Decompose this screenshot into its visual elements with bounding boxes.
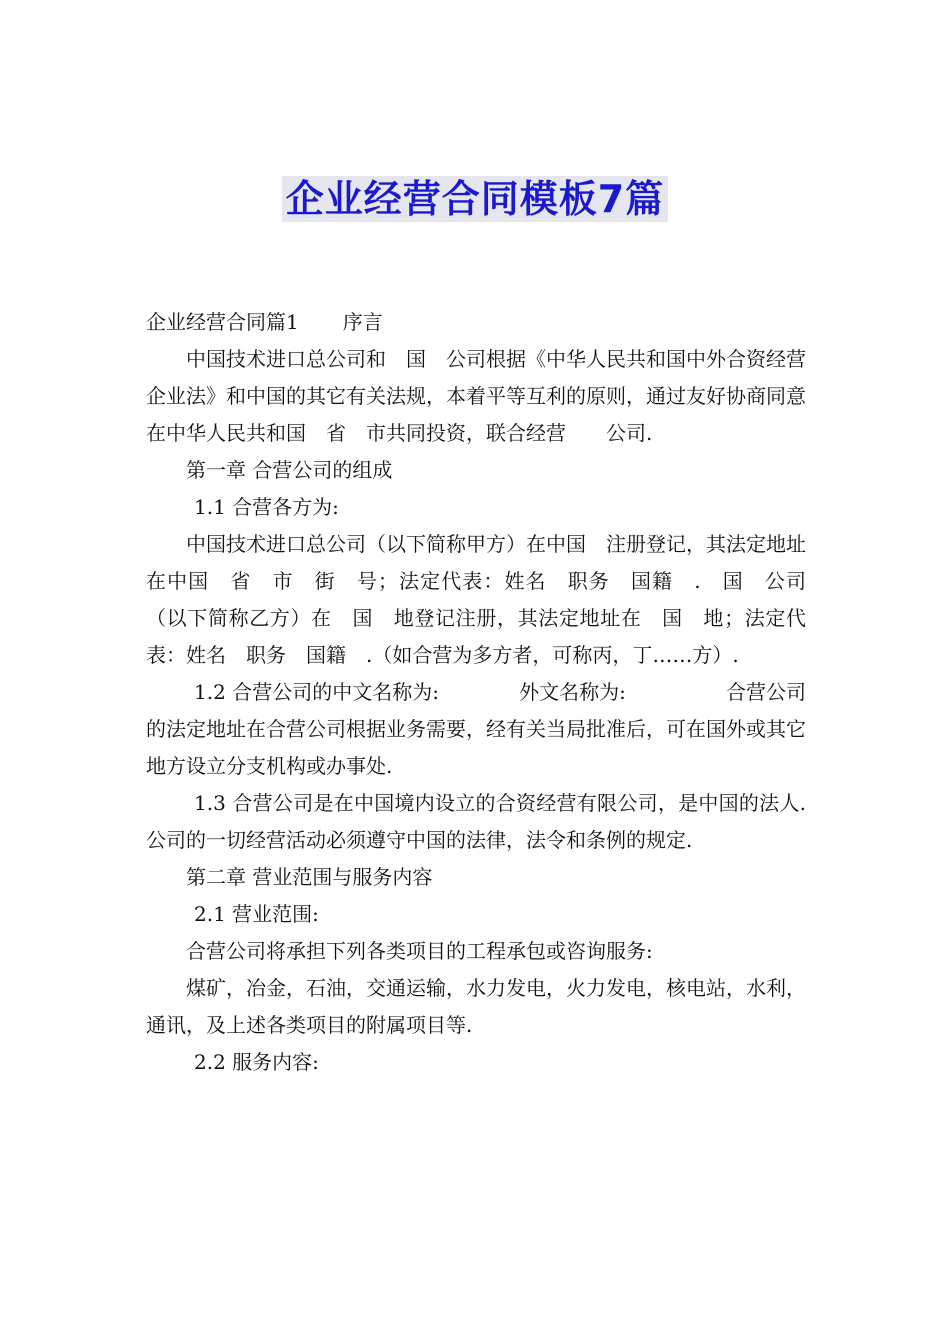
section-2-2: 2.2 服务内容: (194, 1050, 319, 1074)
heading-label: 企业经营合同篇1 (146, 310, 299, 334)
document-title: 企业经营合同模板7篇 (282, 176, 668, 222)
section-2-1: 2.1 营业范围: (194, 902, 319, 926)
title-area (0, 176, 950, 222)
document-body (146, 304, 806, 1081)
heading-section: 序言 (342, 310, 383, 334)
section-2-1-body: 合营公司将承担下列各类项目的工程承包或咨询服务: (186, 939, 653, 963)
section-1-2: 1.2 合营公司的中文名称为: 外文名称为: 合营公司的法定地址在合营公司根据业务需要，经有关当局批准后，可在国外或其它地方设立分支机构或办事处. (146, 680, 806, 778)
section-1-3: 1.3 合营公司是在中国境内设立的合资经营有限公司，是中国的法人.公司的一切经营活动必须遵守中国的法律，法令和条例的规定. (146, 791, 806, 852)
section-2-1-list: 煤矿，冶金，石油，交通运输，水力发电，火力发电，核电站，水利，通讯，及上述各类项目的附属项目等. (146, 976, 806, 1037)
section-heading (146, 304, 806, 341)
paragraph-intro: 中国技术进口总公司和 国 公司根据《中华人民共和国中外合资经营企业法》和中国的其它有关法规，本着平等互利的原则，通过友好协商同意在中华人民共和国 省 市共同投资，联合经营 公司. (146, 347, 806, 445)
chapter-1-heading: 第一章 合营公司的组成 (186, 458, 393, 482)
chapter-2-heading: 第二章 营业范围与服务内容 (186, 865, 433, 889)
section-1-1: 1.1 合营各方为: (194, 495, 339, 519)
section-1-1-body: 中国技术进口总公司（以下简称甲方）在中国 注册登记，其法定地址在中国 省 市 街 号；法定代表：姓名 职务 国籍 . 国 公司（以下简称乙方）在 国 地登记注册，其法定地址在 国 地；法定代表：姓名 职务 国籍 .（如合营为多方者，可称丙，丁……方）. (146, 532, 806, 667)
